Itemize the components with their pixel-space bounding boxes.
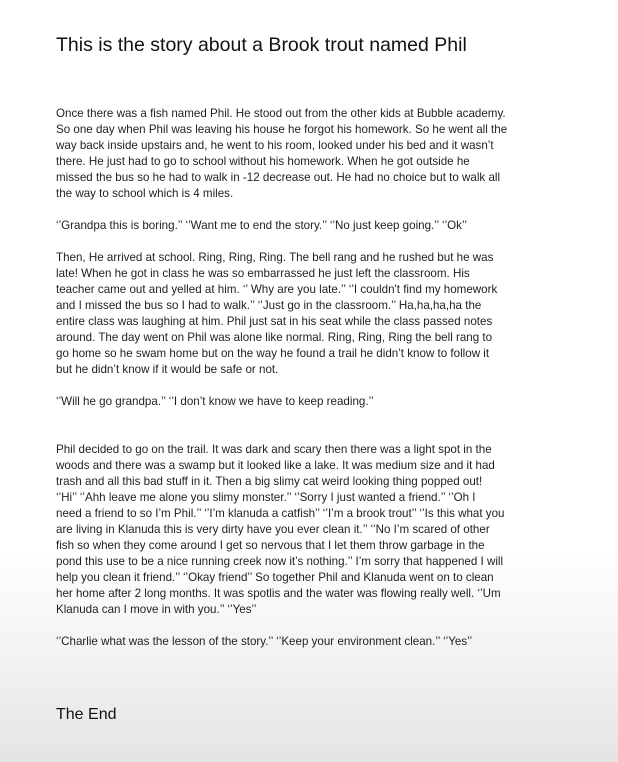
dialogue-grandpa-boring — [56, 218, 566, 234]
text-line: late! When he got in class he was so embarrassed he just left the classroom. His — [56, 267, 470, 280]
text-line: Phil decided to go on the trail. It was dark and scary then there was a light spot in the — [56, 443, 492, 456]
text-line: need a friend to so I’m Phil.’’ ‘’I’m klanuda a catfish’’ ‘’I’m a brook trout’’ ‘’Is this what you — [56, 507, 505, 520]
paragraph-school — [56, 250, 566, 378]
text-line: missed the bus so he had to walk in -12 decrease out. He had no choice but to walk all — [56, 171, 501, 184]
text-line: Klanuda can I move in with you.’’ ‘’Yes’’ — [56, 603, 257, 616]
text-line: there. He just had to go to school without his homework. When he got outside he — [56, 155, 470, 168]
text-line: ‘’Grandpa this is boring.’’ ‘’Want me to end the story.’’ ‘’No just keep going.’’ ‘’Ok’’ — [56, 219, 467, 232]
text-line: her home after 2 long months. It was spotlis and the water was flowing really well. ‘’Um — [56, 587, 501, 600]
page-title: This is the story about a Brook trout named Phil — [56, 34, 467, 56]
text-line: the way to school which is 4 miles. — [56, 187, 234, 200]
text-line: fish so when they come around I get so nervous that I let them throw garbage in the — [56, 539, 485, 552]
text-line: pond this use to be a nice running creek now it’s nothing.’’ I’m sorry that happened I will — [56, 555, 504, 568]
paragraph-intro — [56, 106, 566, 202]
text-line: ‘’Hi’’ ‘’Ahh leave me alone you slimy monster.’’ ‘’Sorry I just wanted a friend.’’ ‘’Oh I — [56, 491, 476, 504]
text-line: Once there was a fish named Phil. He stood out from the other kids at Bubble academy. — [56, 107, 506, 120]
text-line: ‘’Will he go grandpa.’’ ‘’I don’t know we have to keep reading.’’ — [56, 395, 374, 408]
text-line: So one day when Phil was leaving his house he forgot his homework. So he went all the — [56, 123, 508, 136]
text-line: around. The day went on Phil was alone like normal. Ring, Ring, Ring the bell rang to — [56, 331, 493, 344]
text-line: trash and all this bad stuff in it. Then a big slimy cat weird looking thing popped out! — [56, 475, 483, 488]
text-line: entire class was laughing at him. Phil just sat in his seat while the class passed notes — [56, 315, 493, 328]
text-line: but he didn’t know if it would be safe or not. — [56, 363, 279, 376]
text-line: are living in Klanuda this is very dirty have you ever clean it.’’ ‘’No I’m scared of other — [56, 523, 490, 536]
text-line: Then, He arrived at school. Ring, Ring, Ring. The bell rang and he rushed but he was — [56, 251, 494, 264]
text-line: help you clean it friend.’’ ‘’Okay friend’’ So together Phil and Klanuda went on to clean — [56, 571, 494, 584]
paragraph-trail — [56, 442, 566, 618]
text-line: way back inside upstairs and, he went to his room, looked under his bed and it wasn’t — [56, 139, 494, 152]
story-body — [56, 106, 566, 650]
the-end-text: The End — [56, 706, 117, 723]
text-line: woods and there was a swamp but it looked like a lake. It was medium size and it had — [56, 459, 495, 472]
text-line: and I missed the bus so I had to walk.’’ ‘’Just go in the classroom.’’ Ha,ha,ha,ha the — [56, 299, 482, 312]
text-line: go home so he swam home but on the way he found a trail he didn’t know to follow it — [56, 347, 490, 360]
dialogue-will-he-go — [56, 394, 566, 410]
dialogue-lesson — [56, 634, 566, 650]
text-line: ‘’Charlie what was the lesson of the story.’’ ‘’Keep your environment clean.’’ ‘’Yes’’ — [56, 635, 473, 648]
text-line: teacher came out and yelled at him. ‘’ Why are you late.’’ ‘’I couldn't find my homework — [56, 283, 498, 296]
